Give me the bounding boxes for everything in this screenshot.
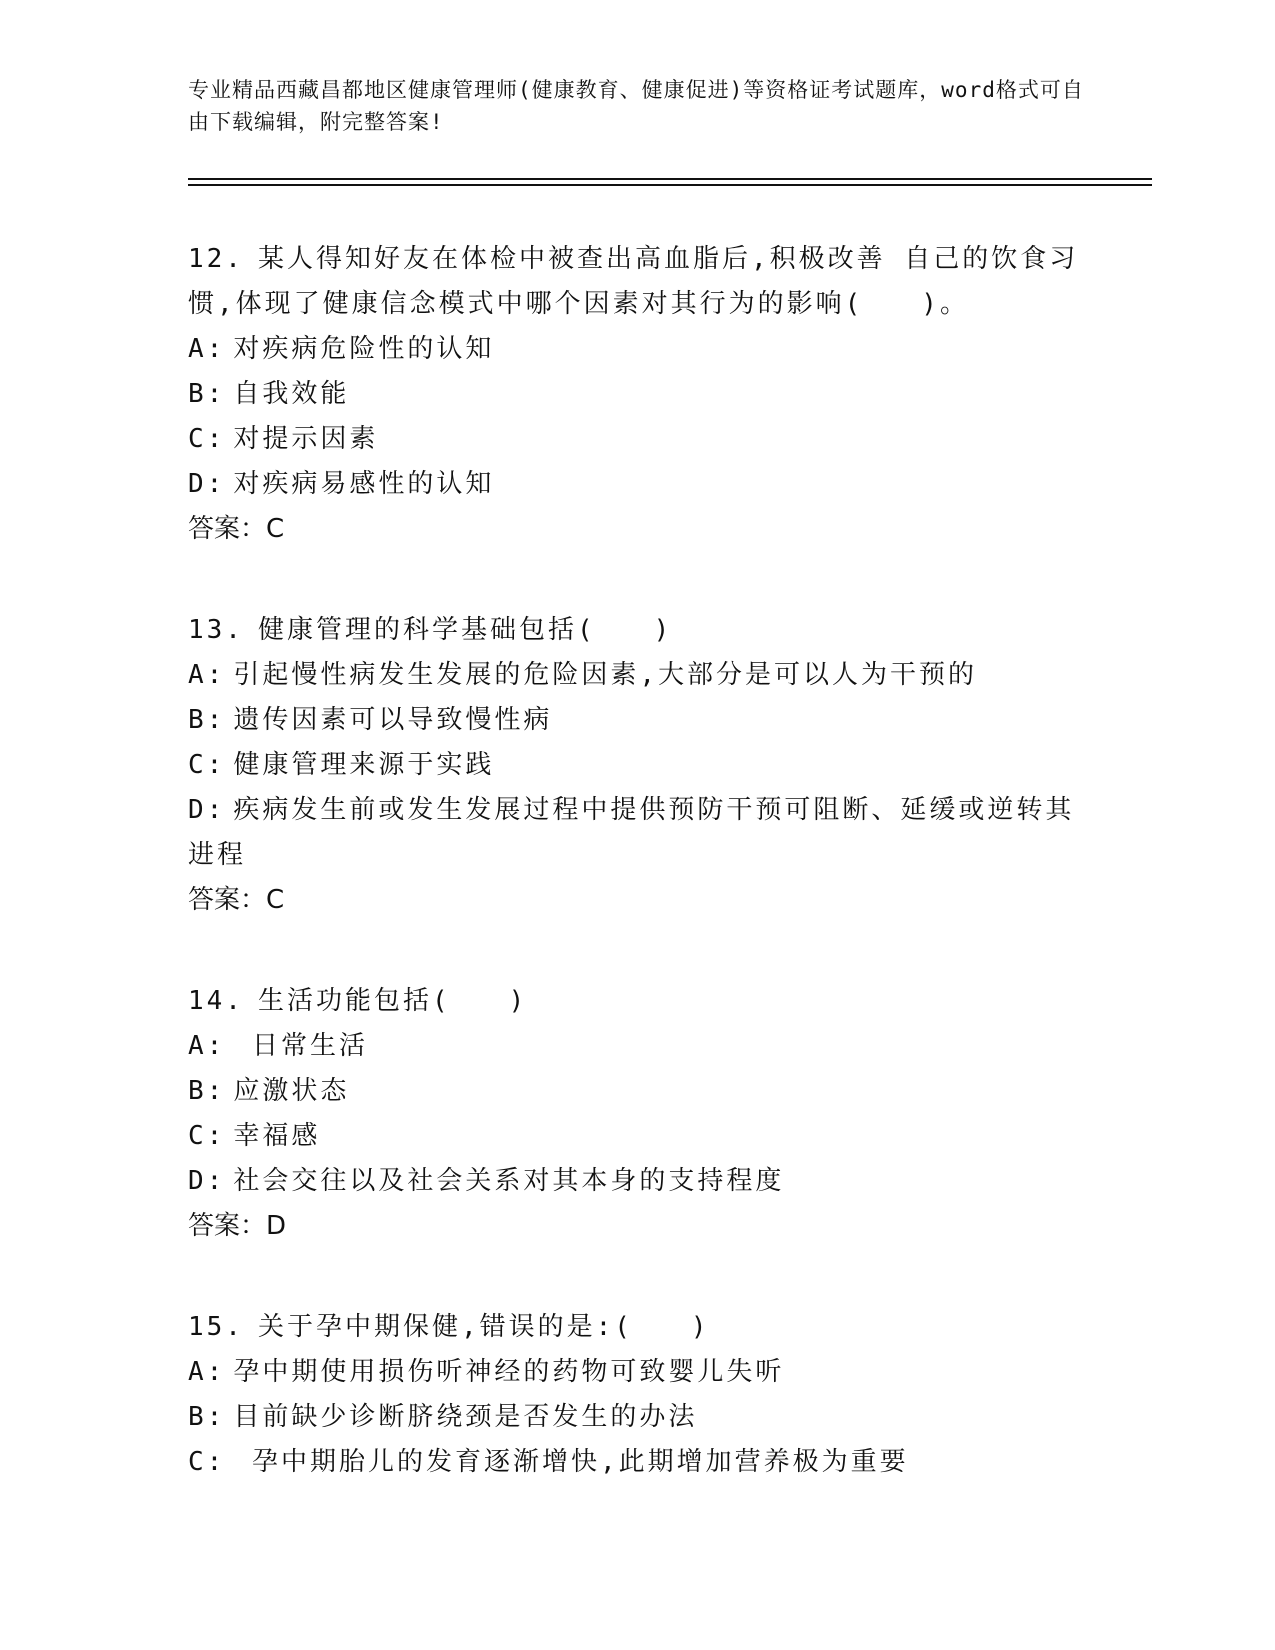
option-letter: B: [188, 1402, 226, 1432]
question-stem [188, 979, 1088, 1024]
option-d [188, 1159, 1088, 1204]
option-text: 对提示因素 [233, 424, 379, 454]
option-c [188, 417, 1088, 462]
option-b [188, 372, 1088, 417]
option-letter: C: [188, 424, 226, 454]
option-letter: C: [188, 750, 226, 780]
option-a [188, 1024, 1088, 1069]
question-stem [188, 237, 1088, 327]
question-text: 生活功能包括( ) [257, 986, 528, 1016]
question-13 [188, 608, 1088, 923]
option-letter: B: [188, 379, 226, 409]
question-text: 某人得知好友在体检中被查出高血脂后,积极改善 自己的饮食习惯,体现了健康信念模式中哪个因素对其行为的影响( )。 [188, 244, 1079, 319]
option-b [188, 1069, 1088, 1114]
option-text: 日常生活 [233, 1031, 368, 1061]
question-number: 12. [188, 244, 244, 274]
answer-line: 答案：C [188, 885, 285, 915]
option-d [188, 462, 1088, 507]
option-text: 目前缺少诊断脐绕颈是否发生的办法 [233, 1402, 698, 1432]
header-divider-bottom [188, 184, 1152, 186]
option-c [188, 1114, 1088, 1159]
question-text: 关于孕中期保健,错误的是:( ) [257, 1312, 710, 1342]
option-letter: B: [188, 1076, 226, 1106]
question-stem [188, 1305, 1088, 1350]
option-letter: D: [188, 1166, 226, 1196]
option-letter: A: [188, 1357, 226, 1387]
option-a [188, 1350, 1088, 1395]
option-text: 疾病发生前或发生发展过程中提供预防干预可阻断、延缓或逆转其进程 [188, 795, 1075, 870]
answer-line: 答案：D [188, 1211, 287, 1241]
option-b [188, 698, 1088, 743]
answer-line: 答案：C [188, 514, 285, 544]
option-text: 孕中期使用损伤听神经的药物可致婴儿失听 [233, 1357, 785, 1387]
question-stem [188, 608, 1088, 653]
option-letter: C: [188, 1121, 226, 1151]
option-c [188, 1440, 1088, 1485]
option-a [188, 327, 1088, 372]
option-text: 遗传因素可以导致慢性病 [233, 705, 553, 735]
option-a [188, 653, 1088, 698]
option-letter: D: [188, 795, 226, 825]
option-d [188, 788, 1088, 878]
option-letter: B: [188, 705, 226, 735]
question-15 [188, 1305, 1088, 1485]
question-number: 15. [188, 1312, 244, 1342]
option-c [188, 743, 1088, 788]
option-letter: A: [188, 660, 226, 690]
option-text: 健康管理来源于实践 [233, 750, 495, 780]
option-text: 对疾病危险性的认知 [233, 334, 495, 364]
option-text: 孕中期胎儿的发育逐渐增快,此期增加营养极为重要 [233, 1447, 909, 1477]
option-text: 社会交往以及社会关系对其本身的支持程度 [233, 1166, 785, 1196]
option-letter: A: [188, 334, 226, 364]
option-text: 幸福感 [233, 1121, 321, 1151]
option-text: 对疾病易感性的认知 [233, 469, 495, 499]
option-text: 应激状态 [233, 1076, 350, 1106]
option-text: 引起慢性病发生发展的危险因素,大部分是可以人为干预的 [233, 660, 977, 690]
question-14 [188, 979, 1088, 1249]
question-list [188, 237, 1088, 1541]
question-number: 13. [188, 615, 244, 645]
option-letter: A: [188, 1031, 226, 1061]
question-text: 健康管理的科学基础包括( ) [257, 615, 673, 645]
option-b [188, 1395, 1088, 1440]
question-number: 14. [188, 986, 244, 1016]
question-12 [188, 237, 1088, 552]
option-text: 自我效能 [233, 379, 350, 409]
header-divider-top [188, 178, 1152, 180]
header-note: 专业精品西藏昌都地区健康管理师(健康教育、健康促进)等资格证考试题库，word格式可自由下载编辑，附完整答案! [188, 78, 1084, 134]
option-letter: C: [188, 1447, 226, 1477]
option-letter: D: [188, 469, 226, 499]
